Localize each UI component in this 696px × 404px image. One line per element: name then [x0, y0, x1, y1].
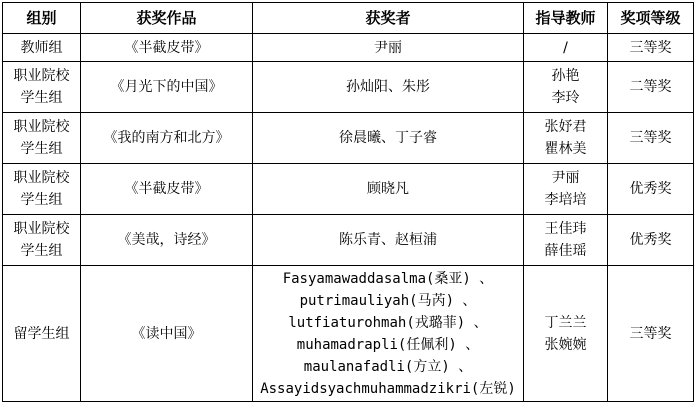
cell-award: 二等奖	[608, 62, 694, 113]
advisor-line: 张婉婉	[544, 336, 587, 353]
advisor-line: /	[563, 39, 568, 56]
cell-advisors	[524, 113, 608, 164]
cell-advisors	[524, 34, 608, 62]
award-table	[2, 2, 694, 402]
cell-award: 三等奖	[608, 34, 694, 62]
cell-advisors	[524, 62, 608, 113]
advisor-line: 薛佳瑶	[544, 243, 587, 259]
advisor-line: 孙艳	[551, 68, 580, 84]
cell-award: 三等奖	[608, 266, 694, 402]
table-row	[3, 34, 694, 62]
advisor-line: 李玲	[551, 90, 580, 106]
cell-winners	[253, 164, 524, 215]
cell-winners	[253, 215, 524, 266]
cell-award: 三等奖	[608, 113, 694, 164]
cell-award: 优秀奖	[608, 215, 694, 266]
group-line: 职业院校	[13, 119, 70, 135]
cell-group	[3, 164, 81, 215]
advisor-line: 王佳玮	[544, 221, 587, 237]
header-award: 奖项等级	[608, 3, 694, 34]
cell-winners	[253, 113, 524, 164]
cell-work: 《我的南方和北方》	[81, 113, 253, 164]
cell-winners	[253, 34, 524, 62]
winner-line: muhamadrapli(任佩利) 、	[296, 336, 480, 353]
cell-work: 《美哉，诗经》	[81, 215, 253, 266]
winner-line: 徐晨曦、丁子睿	[339, 130, 437, 146]
advisor-line: 李培培	[544, 192, 587, 208]
header-advisors: 指导教师	[524, 3, 608, 34]
cell-winners	[253, 266, 524, 402]
table-row	[3, 215, 694, 266]
cell-winners	[253, 62, 524, 113]
cell-award: 优秀奖	[608, 164, 694, 215]
table-row	[3, 113, 694, 164]
group-line: 学生组	[20, 141, 63, 157]
advisor-line: 瞿林美	[544, 141, 587, 157]
group-line: 职业院校	[13, 221, 70, 237]
group-line: 职业院校	[13, 170, 70, 186]
winner-line: lutfiaturohmah(戎璐菲) 、	[288, 314, 488, 331]
table-row	[3, 62, 694, 113]
header-row	[3, 3, 694, 34]
group-line: 留学生组	[13, 325, 70, 342]
advisor-line: 张妤君	[544, 119, 587, 135]
header-group: 组别	[3, 3, 81, 34]
cell-work: 《半截皮带》	[81, 164, 253, 215]
winner-line: 顾晓凡	[367, 181, 409, 197]
cell-work: 《半截皮带》	[81, 34, 253, 62]
group-line: 职业院校	[13, 68, 70, 84]
header-work: 获奖作品	[81, 3, 253, 34]
header-winners: 获奖者	[253, 3, 524, 34]
table-row	[3, 164, 694, 215]
cell-group	[3, 266, 81, 402]
cell-group	[3, 34, 81, 62]
cell-group	[3, 113, 81, 164]
cell-advisors	[524, 164, 608, 215]
winner-line: Fasyamawaddasalma(桑亚) 、	[282, 270, 494, 287]
cell-advisors	[524, 266, 608, 402]
winner-line: 陈乐青、赵桓浦	[339, 232, 437, 248]
cell-group	[3, 215, 81, 266]
cell-group	[3, 62, 81, 113]
cell-advisors	[524, 215, 608, 266]
winner-line: 孙灿阳、朱彤	[346, 79, 430, 95]
cell-work: 《读中国》	[81, 266, 253, 402]
winner-line: putrimauliyah(马芮) 、	[299, 292, 477, 309]
group-line: 教师组	[20, 39, 63, 56]
cell-work: 《月光下的中国》	[81, 62, 253, 113]
advisor-line: 尹丽	[551, 170, 580, 186]
table-row	[3, 266, 694, 402]
winner-line: 尹丽	[374, 39, 402, 56]
group-line: 学生组	[20, 192, 63, 208]
group-line: 学生组	[20, 243, 63, 259]
group-line: 学生组	[20, 90, 63, 106]
advisor-line: 丁兰兰	[544, 314, 587, 331]
winner-line: maulanafadli(方立) 、	[303, 358, 473, 375]
winner-line: Assayidsyachmuhammadzikri(左锐)	[260, 380, 516, 397]
